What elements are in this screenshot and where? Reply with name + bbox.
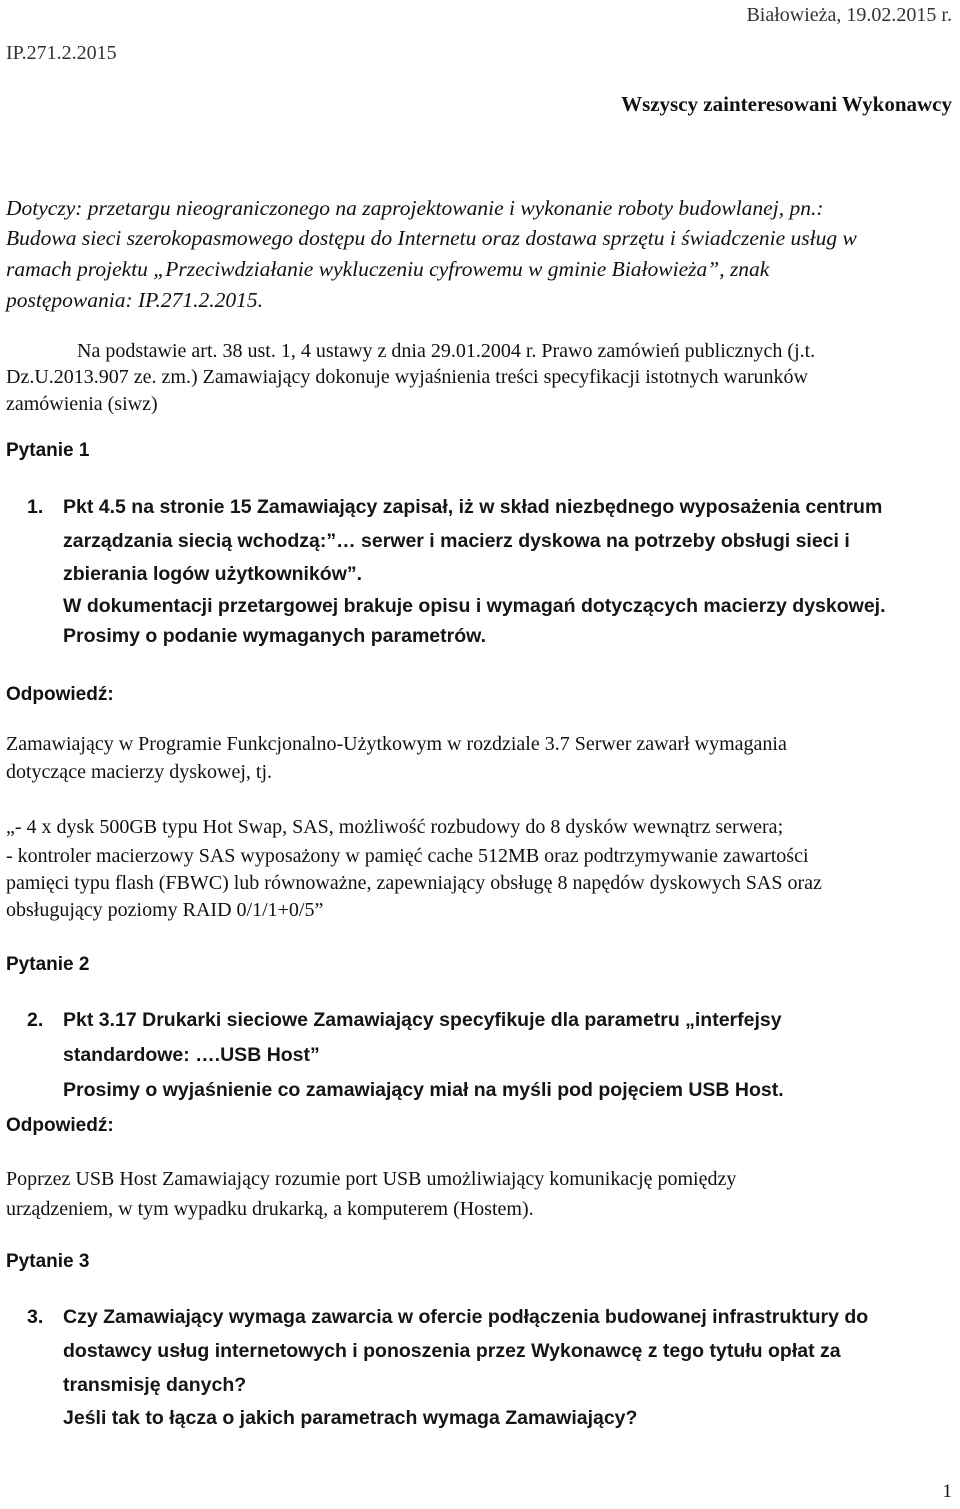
subject-line: Dotyczy: przetargu nieograniczonego na zaprojektowanie i wykonanie roboty budowlanej, pn.: bbox=[6, 196, 824, 220]
question-line: Prosimy o wyjaśnienie co zamawiający miał na myśli pod pojęciem USB Host. bbox=[63, 1079, 784, 1101]
intro-line: Na podstawie art. 38 ust. 1, 4 ustawy z dnia 29.01.2004 r. Prawo zamówień publicznych (j.t. bbox=[77, 340, 816, 362]
question-line: Prosimy o podanie wymaganych parametrów. bbox=[63, 625, 486, 647]
question-line: zbierania logów użytkowników”. bbox=[63, 563, 363, 585]
question-heading: Pytanie 1 bbox=[6, 440, 90, 461]
question-line: Czy Zamawiający wymaga zawarcia w ofercie podłączenia budowanej infrastruktury do bbox=[63, 1306, 869, 1328]
intro-line: Dz.U.2013.907 ze. zm.) Zamawiający dokonuje wyjaśnienia treści specyfikacji istotnych warunków bbox=[6, 366, 808, 388]
answer-label: Odpowiedź: bbox=[6, 1115, 114, 1136]
page-number: 1 bbox=[942, 1481, 952, 1502]
question-line: dostawcy usług internetowych i ponoszenia przez Wykonawcę z tego tytułu opłat za bbox=[63, 1340, 841, 1362]
question-line: zarządzania siecią wchodzą:”… serwer i macierz dyskowa na potrzeby obsługi sieci i bbox=[63, 530, 850, 552]
question-line: Pkt 3.17 Drukarki sieciowe Zamawiający specyfikuje dla parametru „interfejsy bbox=[63, 1009, 782, 1031]
question-line: standardowe: ….USB Host” bbox=[63, 1044, 320, 1066]
answer-line: Zamawiający w Programie Funkcjonalno-Użytkowym w rozdziale 3.7 Serwer zawarł wymagania bbox=[6, 733, 787, 755]
recipient: Wszyscy zainteresowani Wykonawcy bbox=[621, 92, 952, 116]
question-line: transmisję danych? bbox=[63, 1374, 247, 1396]
place-date: Białowieża, 19.02.2015 r. bbox=[746, 4, 952, 26]
question-line: Pkt 4.5 na stronie 15 Zamawiający zapisał, iż w skład niezbędnego wyposażenia centrum bbox=[63, 496, 883, 518]
question-heading: Pytanie 3 bbox=[6, 1251, 90, 1272]
answer-line: „- 4 x dysk 500GB typu Hot Swap, SAS, możliwość rozbudowy do 8 dysków wewnątrz serwera; bbox=[6, 816, 784, 838]
subject-line: Budowa sieci szerokopasmowego dostępu do Internetu oraz dostawa sprzętu i świadczenie usług w bbox=[6, 226, 857, 250]
answer-line: - kontroler macierzowy SAS wyposażony w pamięć cache 512MB oraz podtrzymywanie zawartości bbox=[6, 845, 809, 867]
subject-line: ramach projektu „Przeciwdziałanie wykluczeniu cyfrowemu w gminie Białowieża”, znak bbox=[6, 257, 770, 281]
question-number: 2. bbox=[27, 1009, 44, 1031]
answer-line: Poprzez USB Host Zamawiający rozumie port USB umożliwiający komunikację pomiędzy bbox=[6, 1168, 737, 1190]
intro-line: zamówienia (siwz) bbox=[6, 393, 158, 415]
question-line: Jeśli tak to łącza o jakich parametrach wymaga Zamawiający? bbox=[63, 1407, 638, 1429]
question-line: W dokumentacji przetargowej brakuje opisu i wymagań dotyczących macierzy dyskowej. bbox=[63, 595, 886, 617]
answer-line: obsługujący poziomy RAID 0/1/1+0/5” bbox=[6, 899, 324, 921]
reference-number: IP.271.2.2015 bbox=[6, 42, 117, 64]
answer-line: urządzeniem, w tym wypadku drukarką, a komputerem (Hostem). bbox=[6, 1198, 534, 1220]
question-number: 3. bbox=[27, 1306, 44, 1328]
subject-line: postępowania: IP.271.2.2015. bbox=[6, 288, 264, 312]
answer-label: Odpowiedź: bbox=[6, 684, 114, 705]
answer-line: pamięci typu flash (FBWC) lub równoważne, zapewniający obsługę 8 napędów dyskowych SAS oraz bbox=[6, 872, 822, 894]
question-heading: Pytanie 2 bbox=[6, 954, 90, 975]
question-number: 1. bbox=[27, 496, 44, 518]
answer-line: dotyczące macierzy dyskowej, tj. bbox=[6, 761, 272, 783]
